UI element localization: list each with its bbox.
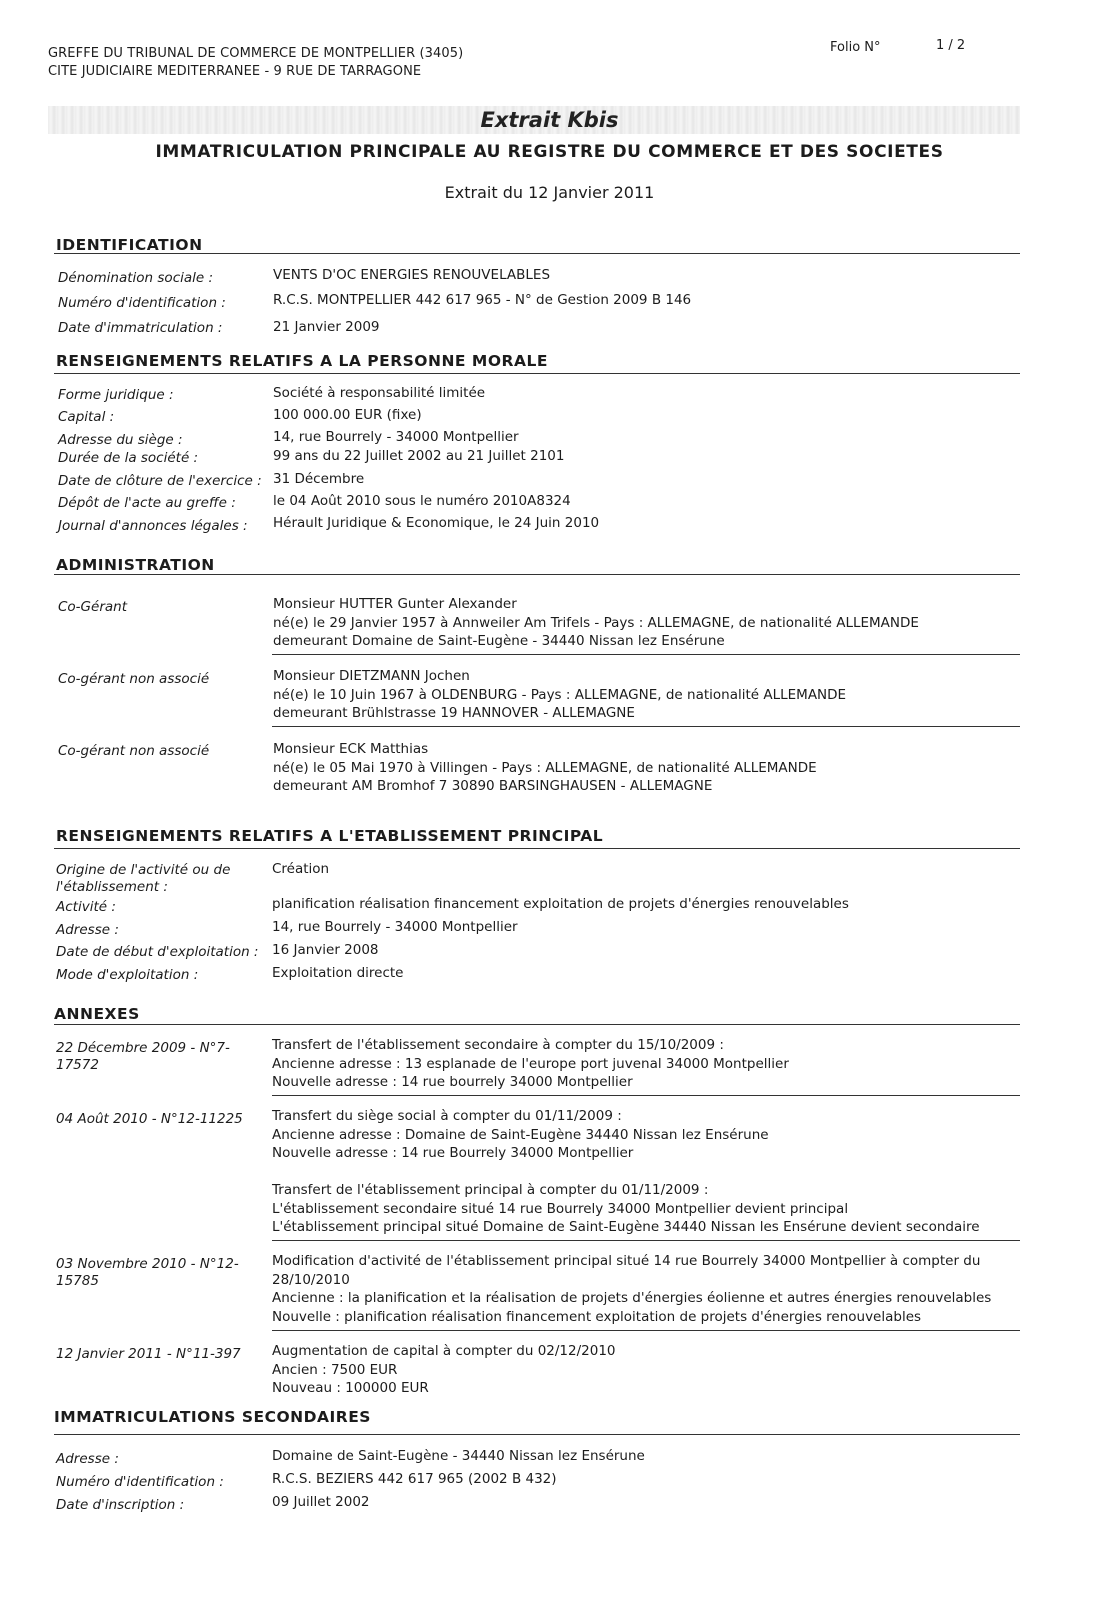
- annex-details: [272, 1252, 991, 1326]
- field-label: Mode d'exploitation :: [56, 967, 199, 983]
- annex-line: Transfert du siège social à compter du 01/11/2009 :: [272, 1108, 622, 1124]
- section-divider: [54, 373, 1020, 374]
- annex-line: Ancienne : la planification et la réalisation de projets d'énergies éolienne et autres énergies renouvelables: [272, 1290, 992, 1306]
- annex-details: [272, 1107, 769, 1163]
- entry-divider: [272, 1330, 1020, 1331]
- field-label: Adresse :: [56, 1451, 119, 1467]
- administrator-address: demeurant Brühlstrasse 19 HANNOVER - ALLEMAGNE: [273, 705, 635, 721]
- field-value: 31 Décembre: [273, 471, 365, 487]
- field-value: 100 000.00 EUR (fixe): [273, 407, 422, 423]
- section-administration-title: ADMINISTRATION: [56, 556, 215, 574]
- field-value: Hérault Juridique & Economique, le 24 Juin 2010: [273, 515, 600, 531]
- annex-line: 28/10/2010: [272, 1271, 350, 1288]
- annex-line: Transfert de l'établissement principal à compter du 01/11/2009 :: [272, 1182, 709, 1198]
- field-label: Date de clôture de l'exercice :: [58, 473, 262, 489]
- annex-line: Transfert de l'établissement secondaire à compter du 15/10/2009 :: [272, 1037, 724, 1053]
- entry-divider: [272, 654, 1020, 655]
- annex-line: Modification d'activité de l'établissement principal situé 14 rue Bourrely 34000 Montpellier à compter du: [272, 1253, 981, 1269]
- administrator-name: Monsieur HUTTER Gunter Alexander: [273, 596, 517, 612]
- administrator-details: [273, 740, 817, 796]
- administrator-address: demeurant AM Bromhof 7 30890 BARSINGHAUSEN - ALLEMAGNE: [273, 778, 713, 794]
- field-label: Dénomination sociale :: [58, 270, 214, 286]
- field-value: 21 Janvier 2009: [273, 319, 380, 335]
- greffe-line-1: GREFFE DU TRIBUNAL DE COMMERCE DE MONTPELLIER (3405): [48, 46, 464, 61]
- field-value: 16 Janvier 2008: [272, 942, 379, 958]
- administrator-details: [273, 595, 919, 651]
- greffe-header: [48, 45, 463, 81]
- field-label: Dépôt de l'acte au greffe :: [58, 495, 236, 511]
- field-value: Exploitation directe: [272, 965, 404, 981]
- field-label: Numéro d'identification :: [58, 295, 226, 311]
- administrator-details: [273, 667, 846, 723]
- administrator-role: Co-gérant non associé: [58, 743, 210, 759]
- field-label: Journal d'annonces légales :: [58, 518, 248, 534]
- section-etablissement-title: RENSEIGNEMENTS RELATIFS A L'ETABLISSEMENT PRINCIPAL: [56, 827, 604, 845]
- annex-reference: 03 Novembre 2010 - N°12- 15785: [56, 1256, 239, 1289]
- folio-value: 1 / 2: [936, 38, 966, 53]
- field-label: Adresse :: [56, 922, 119, 938]
- administrator-name: Monsieur ECK Matthias: [273, 741, 429, 757]
- administrator-birth: né(e) le 29 Janvier 1957 à Annweiler Am Trifels - Pays : ALLEMAGNE, de nationalité ALLEMANDE: [273, 614, 919, 631]
- field-label: Activité :: [56, 899, 116, 915]
- field-value: le 04 Août 2010 sous le numéro 2010A8324: [273, 493, 571, 509]
- folio-label: Folio N°: [830, 40, 881, 55]
- annex-details-continued: [272, 1181, 980, 1237]
- section-secondaires-title: IMMATRICULATIONS SECONDAIRES: [54, 1408, 371, 1426]
- section-divider: [54, 1434, 1020, 1435]
- annex-reference: 04 Août 2010 - N°12-11225: [56, 1111, 243, 1127]
- field-label: Forme juridique :: [58, 387, 174, 403]
- annex-details: [272, 1036, 789, 1092]
- administrator-name: Monsieur DIETZMANN Jochen: [273, 668, 470, 684]
- field-value: Société à responsabilité limitée: [273, 385, 486, 401]
- section-identification-title: IDENTIFICATION: [56, 236, 203, 254]
- field-value: 09 Juillet 2002: [272, 1494, 370, 1510]
- entry-divider: [272, 1240, 1020, 1241]
- section-divider: [54, 848, 1020, 849]
- annex-line: Nouvelle : planification réalisation financement exploitation de projets d'énergies renouvelables: [272, 1308, 922, 1325]
- field-value: Domaine de Saint-Eugène - 34440 Nissan lez Ensérune: [272, 1448, 645, 1464]
- field-value: 14, rue Bourrely - 34000 Montpellier: [273, 429, 519, 445]
- annex-line: L'établissement secondaire situé 14 rue Bourrely 34000 Montpellier devient principal: [272, 1200, 849, 1217]
- field-label: Adresse du siège :: [58, 432, 183, 448]
- field-label: Origine de l'activité ou de l'établissement :: [56, 862, 231, 895]
- field-label: Date de début d'exploitation :: [56, 944, 259, 960]
- entry-divider: [272, 1095, 1020, 1096]
- annex-line: Nouvelle adresse : 14 rue bourrely 34000 Montpellier: [272, 1074, 633, 1090]
- section-divider: [54, 253, 1020, 254]
- entry-divider: [272, 726, 1020, 727]
- annex-line: Ancienne adresse : 13 esplanade de l'europe port juvenal 34000 Montpellier: [272, 1055, 789, 1072]
- field-value: Création: [272, 861, 330, 877]
- annex-line: Nouvelle adresse : 14 rue Bourrely 34000 Montpellier: [272, 1145, 634, 1161]
- field-label: Date d'inscription :: [56, 1497, 185, 1513]
- field-label: Durée de la société :: [58, 450, 199, 466]
- section-divider: [54, 1024, 1020, 1025]
- annex-line: Ancien : 7500 EUR: [272, 1361, 398, 1378]
- field-value: R.C.S. MONTPELLIER 442 617 965 - N° de Gestion 2009 B 146: [273, 292, 692, 308]
- annex-line: Ancienne adresse : Domaine de Saint-Eugène 34440 Nissan lez Ensérune: [272, 1126, 769, 1143]
- field-label: Date d'immatriculation :: [58, 320, 223, 336]
- administrator-role: Co-gérant non associé: [58, 671, 210, 687]
- field-label: Numéro d'identification :: [56, 1474, 224, 1490]
- greffe-line-2: CITE JUDICIAIRE MEDITERRANEE - 9 RUE DE TARRAGONE: [48, 64, 422, 79]
- annex-details: [272, 1342, 616, 1398]
- annex-line: Augmentation de capital à compter du 02/12/2010: [272, 1343, 616, 1359]
- annex-line: Nouveau : 100000 EUR: [272, 1380, 429, 1396]
- section-personne-morale-title: RENSEIGNEMENTS RELATIFS A LA PERSONNE MORALE: [56, 352, 548, 370]
- field-label: Capital :: [58, 409, 115, 425]
- field-value: 99 ans du 22 Juillet 2002 au 21 Juillet 2101: [273, 448, 565, 464]
- administrator-address: demeurant Domaine de Saint-Eugène - 34440 Nissan lez Ensérune: [273, 633, 725, 649]
- administrator-birth: né(e) le 10 Juin 1967 à OLDENBURG - Pays : ALLEMAGNE, de nationalité ALLEMANDE: [273, 686, 847, 703]
- section-divider: [54, 574, 1020, 575]
- administrator-birth: né(e) le 05 Mai 1970 à Villingen - Pays : ALLEMAGNE, de nationalité ALLEMANDE: [273, 759, 817, 776]
- document-main-title: IMMATRICULATION PRINCIPALE AU REGISTRE DU COMMERCE ET DES SOCIETES: [155, 142, 944, 162]
- annex-reference: 22 Décembre 2009 - N°7- 17572: [56, 1040, 230, 1073]
- annex-line: L'établissement principal situé Domaine de Saint-Eugène 34440 Nissan les Ensérune devient secondaire: [272, 1219, 980, 1235]
- field-value: 14, rue Bourrely - 34000 Montpellier: [272, 919, 518, 935]
- kbis-title: Extrait Kbis: [480, 108, 619, 132]
- field-value: planification réalisation financement exploitation de projets d'énergies renouvelables: [272, 896, 849, 912]
- administrator-role: Co-Gérant: [58, 599, 127, 615]
- field-value: R.C.S. BEZIERS 442 617 965 (2002 B 432): [272, 1471, 557, 1487]
- section-annexes-title: ANNEXES: [54, 1005, 140, 1023]
- annex-reference: 12 Janvier 2011 - N°11-397: [56, 1346, 241, 1362]
- field-value: VENTS D'OC ENERGIES RENOUVELABLES: [273, 267, 551, 283]
- extrait-date: Extrait du 12 Janvier 2011: [444, 183, 655, 202]
